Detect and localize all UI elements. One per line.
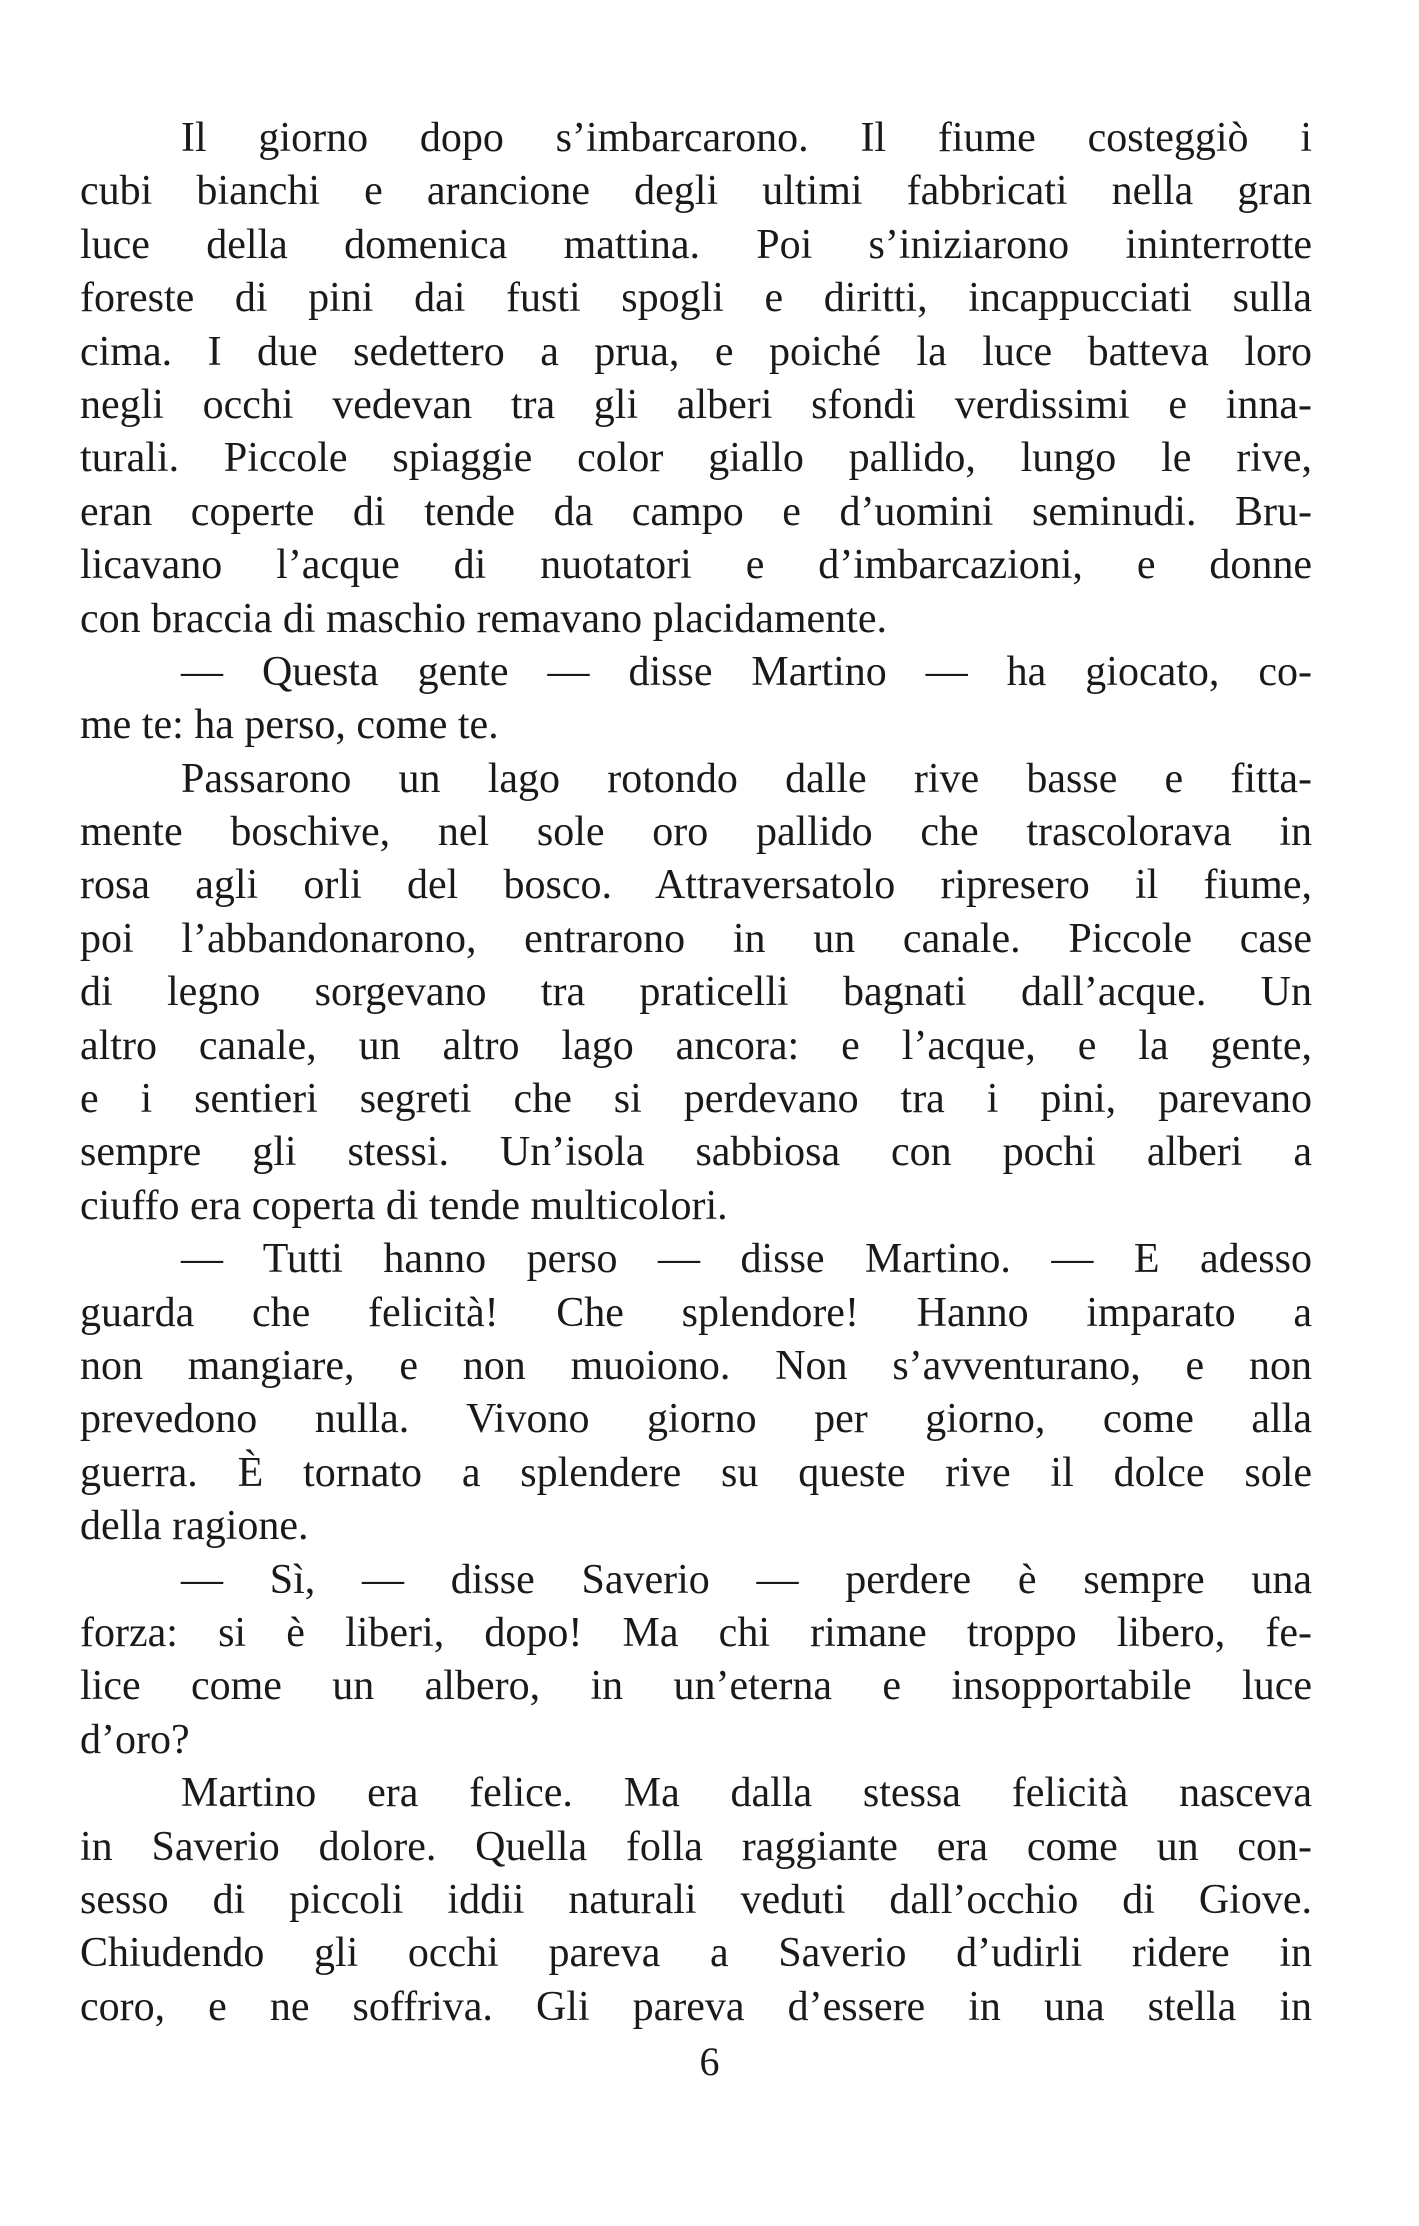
text-line: mente boschive, nel sole oro pallido che trascolorava in <box>80 809 1312 856</box>
text-line: rosa agli orli del bosco. Attraversatolo ripresero il fiume, <box>80 862 1312 909</box>
text-line: altro canale, un altro lago ancora: e l’acque, e la gente, <box>80 1022 1312 1069</box>
text-line: non mangiare, e non muoiono. Non s’avventurano, e non <box>80 1342 1312 1389</box>
text-line: — Tutti hanno perso — disse Martino. — E adesso <box>181 1236 1312 1283</box>
text-line: coro, e ne soffriva. Gli pareva d’essere in una stella in <box>80 1983 1312 2030</box>
text-line: cubi bianchi e arancione degli ultimi fabbricati nella gran <box>80 168 1312 215</box>
text-line: sempre gli stessi. Un’isola sabbiosa con pochi alberi a <box>80 1129 1312 1176</box>
text-line: forza: si è liberi, dopo! Ma chi rimane troppo libero, fe- <box>80 1609 1312 1656</box>
text-line: luce della domenica mattina. Poi s’iniziarono ininterrotte <box>80 221 1312 268</box>
text-line: Il giorno dopo s’imbarcarono. Il fiume costeggiò i <box>181 115 1312 161</box>
text-line: guerra. È tornato a splendere su queste rive il dolce sole <box>80 1449 1312 1496</box>
text-line: d’oro? <box>80 1716 190 1763</box>
text-line: prevedono nulla. Vivono giorno per giorno, come alla <box>80 1396 1312 1443</box>
body-text <box>80 112 1312 2034</box>
text-line: sesso di piccoli iddii naturali veduti dall’occhio di Giove. <box>80 1876 1312 1923</box>
text-line: lice come un albero, in un’eterna e insopportabile luce <box>80 1663 1312 1710</box>
text-line: guarda che felicità! Che splendore! Hanno imparato a <box>80 1289 1312 1336</box>
text-line: poi l’abbandonarono, entrarono in un canale. Piccole case <box>80 915 1312 962</box>
text-line: della ragione. <box>80 1503 309 1550</box>
text-line: licavano l’acque di nuotatori e d’imbarcazioni, e donne <box>80 542 1312 589</box>
text-line: cima. I due sedettero a prua, e poiché la luce batteva loro <box>80 328 1312 375</box>
text-line: Passarono un lago rotondo dalle rive basse e fitta- <box>181 755 1312 802</box>
text-line: di legno sorgevano tra praticelli bagnati dall’acque. Un <box>80 969 1312 1016</box>
text-line: ciuffo era coperta di tende multicolori. <box>80 1182 728 1229</box>
text-line: e i sentieri segreti che si perdevano tra i pini, parevano <box>80 1076 1312 1123</box>
text-line: Chiudendo gli occhi pareva a Saverio d’udirli ridere in <box>80 1930 1312 1977</box>
text-line: eran coperte di tende da campo e d’uomini seminudi. Bru- <box>80 488 1312 535</box>
text-line: me te: ha perso, come te. <box>80 702 499 749</box>
text-line: con braccia di maschio remavano placidamente. <box>80 595 887 642</box>
page-number: 6 <box>699 2039 720 2084</box>
text-line: negli occhi vedevan tra gli alberi sfondi verdissimi e inna- <box>80 381 1312 428</box>
text-line: — Questa gente — disse Martino — ha giocato, co- <box>181 648 1312 695</box>
text-line: turali. Piccole spiaggie color giallo pallido, lungo le rive, <box>80 435 1312 482</box>
text-line: in Saverio dolore. Quella folla raggiante era come un con- <box>80 1823 1312 1870</box>
text-line: foreste di pini dai fusti spogli e diritti, incappucciati sulla <box>80 275 1312 322</box>
text-line: — Sì, — disse Saverio — perdere è sempre una <box>181 1556 1312 1603</box>
text-line: Martino era felice. Ma dalla stessa felicità nasceva <box>181 1770 1312 1817</box>
